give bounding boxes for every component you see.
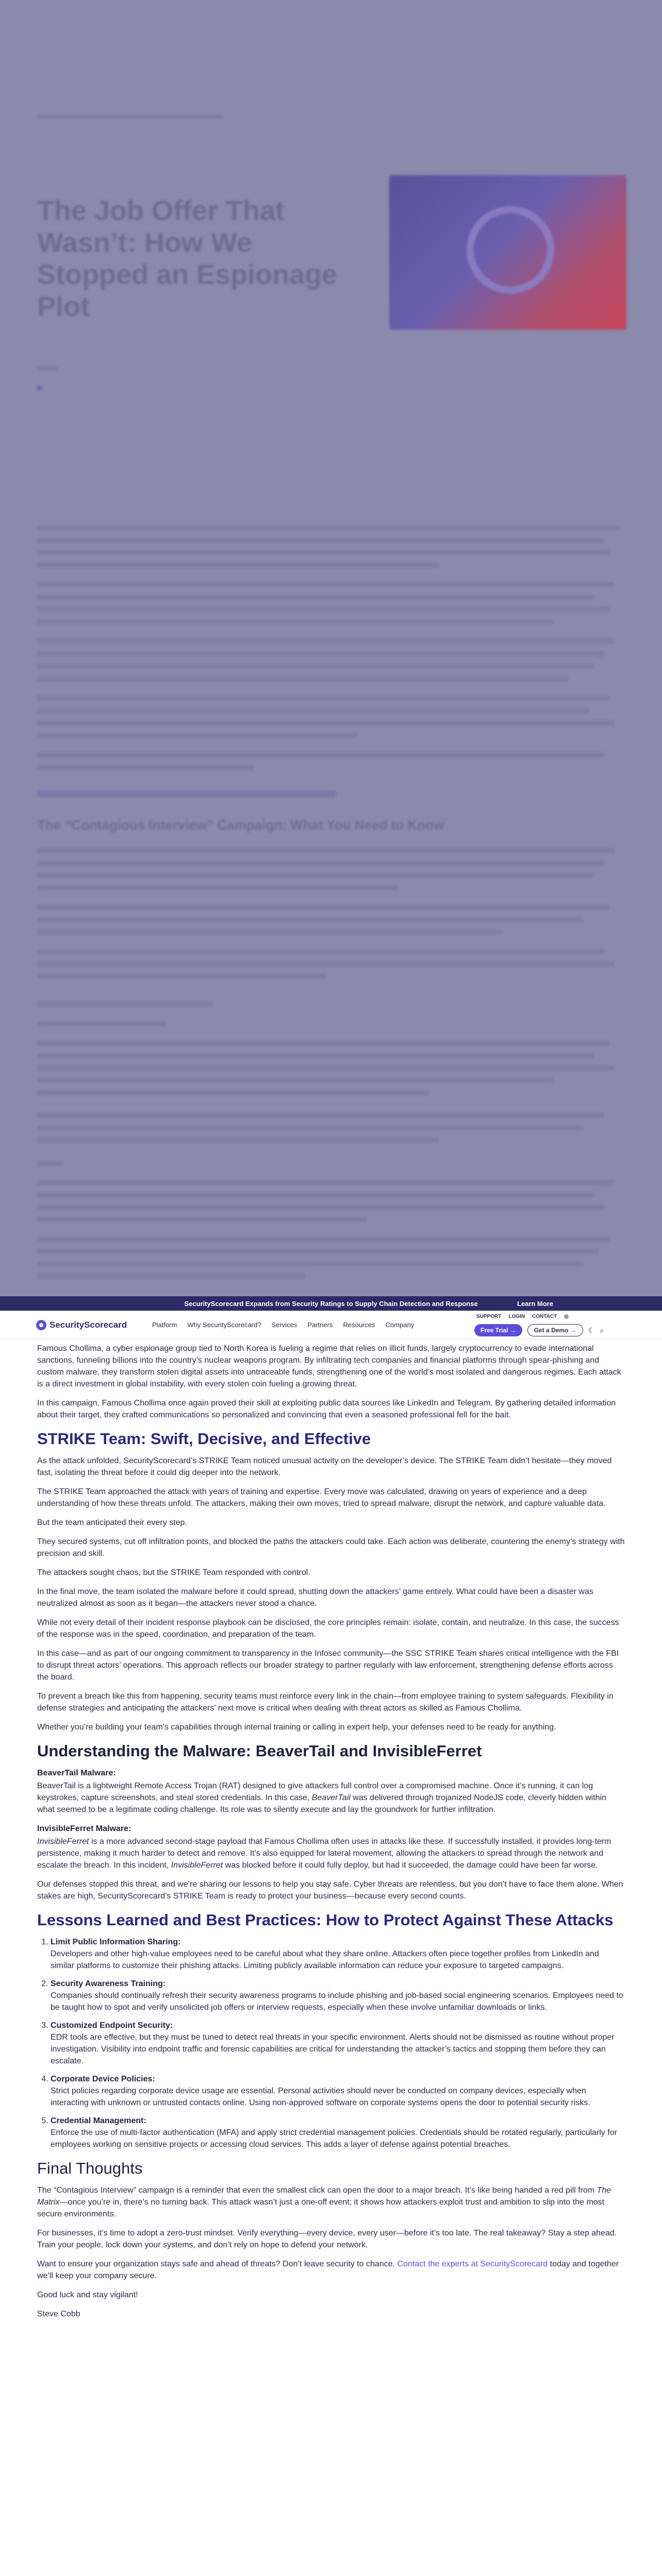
list-item-title: 5. Credential Management: bbox=[51, 2116, 146, 2125]
nav-why[interactable]: Why SecurityScorecard? bbox=[187, 1321, 261, 1329]
text-placeholder bbox=[37, 1180, 615, 1185]
paragraph: As the attack unfolded, SecurityScorecard’s STRIKE Team noticed unusual activity on the developer’s device. The STRIKE Team didn’t hesitate—they moved fast, isolating the threat before it could dig deeper into the network. bbox=[37, 1456, 612, 1477]
text-placeholder bbox=[37, 1249, 599, 1254]
breadcrumb-placeholder bbox=[37, 114, 223, 118]
text-placeholder bbox=[37, 582, 615, 587]
text-placeholder bbox=[37, 765, 254, 770]
list-item bbox=[51, 2020, 625, 2067]
text-placeholder bbox=[37, 538, 604, 543]
paragraph bbox=[37, 1836, 625, 1871]
text-placeholder bbox=[37, 1021, 166, 1026]
nav-resources[interactable]: Resources bbox=[343, 1321, 375, 1329]
text-placeholder bbox=[37, 1002, 212, 1007]
text-span: was delivered through trojanized NodeJS code, cleverly hidden within what seemed to be a legitimate coding challenge. Its role was to silently execute and lay the groundwork for further infiltration. bbox=[37, 1793, 607, 1814]
text-placeholder bbox=[37, 1065, 615, 1071]
paragraph bbox=[37, 1780, 625, 1816]
text-placeholder bbox=[37, 885, 398, 890]
text-placeholder bbox=[37, 929, 501, 935]
text-placeholder bbox=[37, 1078, 553, 1083]
emphasis: The Matrix bbox=[37, 2186, 611, 2207]
text-placeholder bbox=[37, 1125, 584, 1130]
hero-image bbox=[389, 175, 626, 330]
text-placeholder bbox=[37, 676, 568, 681]
paragraph: For businesses, it’s time to adopt a zero-trust mindset. Verify everything—every device, every user—before it’s too late. The real takeaway? Stay a step ahead. Train your people, lock down your systems, and don’t rely on hope to defend your network. bbox=[37, 2229, 617, 2249]
section-heading: The “Contagious Interview” Campaign: What You Need to Know bbox=[37, 817, 444, 833]
text-placeholder bbox=[37, 639, 615, 644]
invisibleferret-label: InvisibleFerret Malware: bbox=[37, 1824, 131, 1833]
free-trial-button[interactable]: Free Trial → bbox=[474, 1324, 522, 1336]
list-item bbox=[51, 1978, 625, 2013]
text-placeholder bbox=[37, 961, 615, 967]
paragraph: The STRIKE Team approached the attack with years of training and expertise. Every move was calculated, drawing on years of experience and a deep understanding of how these threats unfold. The attackers, making their own moves, tried to spread malware, disrupt the network, and capture valuable data. bbox=[37, 1487, 606, 1508]
list-item-title: 2. Security Awareness Training: bbox=[51, 1979, 166, 1988]
signoff: Good luck and stay vigilant! bbox=[37, 2291, 138, 2299]
moon-icon[interactable]: ☾ bbox=[588, 1326, 595, 1334]
text-placeholder bbox=[37, 917, 584, 922]
text-placeholder bbox=[37, 1161, 63, 1166]
text-placeholder bbox=[37, 1192, 594, 1197]
text-placeholder bbox=[37, 1274, 305, 1279]
lessons-list bbox=[37, 1936, 625, 2150]
paragraph: They secured systems, cut off infiltration points, and blocked the paths the attackers could take. Each action was deliberate, countering the enemy’s strategy with precision and skill. bbox=[37, 1537, 625, 1558]
text-placeholder bbox=[37, 664, 594, 669]
logo-icon bbox=[36, 1320, 46, 1330]
text-placeholder bbox=[37, 1205, 604, 1210]
text-placeholder bbox=[37, 619, 553, 624]
list-item-text: Developers and other high-value employees need to be careful about what they share online. Attackers often piece together profiles from LinkedIn and similar platforms to customize their phishing attacks. Limiting publicly available information can reduce your exposure to targeted campaigns. bbox=[51, 1950, 599, 1970]
list-item-text: Companies should continually refresh their security awareness programs to include phishing and job-based social engineering scenarios. Employees need to be taught how to spot and verify unsolicited job offers or interview requests, especially when these involve unfamiliar downloads or links. bbox=[51, 1991, 623, 2012]
share-icon bbox=[37, 385, 42, 391]
announcement-text: SecurityScorecard Expands from Security Ratings to Supply Chain Detection and Response bbox=[184, 1299, 478, 1308]
logo-text: SecurityScorecard bbox=[49, 1320, 127, 1330]
paragraph bbox=[37, 2184, 625, 2220]
emphasis: BeaverTail bbox=[311, 1793, 351, 1802]
beavertail-label: BeaverTail Malware: bbox=[37, 1769, 116, 1777]
heading-final-thoughts: Final Thoughts bbox=[37, 2159, 143, 2177]
text-placeholder bbox=[37, 848, 615, 853]
text-placeholder bbox=[37, 974, 326, 979]
logo[interactable] bbox=[36, 1320, 127, 1330]
text-placeholder bbox=[37, 1090, 429, 1095]
text-placeholder bbox=[37, 860, 604, 866]
text-placeholder bbox=[37, 720, 615, 725]
inline-link-placeholder bbox=[37, 790, 336, 798]
text-placeholder bbox=[37, 607, 609, 612]
text-placeholder bbox=[37, 1053, 594, 1058]
list-item-title: 4. Corporate Device Policies: bbox=[51, 2075, 155, 2083]
paragraph: Our defenses stopped this threat, and we’re sharing our lessons to help you stay safe. Cyber threats are relentless, but you don’t have to face them alone. When stakes are high, SecurityScorecard’s STRIKE Team is ready to protect your business—because every second counts. bbox=[37, 1880, 623, 1901]
text-span: BeaverTail is a lightweight Remote Access Trojan (RAT) designed to give attackers full control over a compromised machine. Once it’s running, it can log keystrokes, capture screenshots, and steal stored credentials. In this case, bbox=[37, 1782, 593, 1802]
text-span: —once you’re in, there’s no turning back. This attack wasn’t just a one-off event; it shows how attackers exploit trust and ambition to slip into the most secure environments. bbox=[37, 2198, 605, 2218]
list-item bbox=[51, 2073, 625, 2109]
article-body bbox=[37, 1343, 625, 2327]
author-placeholder bbox=[37, 367, 58, 371]
text-span: Want to ensure your organization stays safe and ahead of threats? Don’t leave security to chance. bbox=[37, 2260, 395, 2268]
text-placeholder bbox=[37, 651, 604, 656]
text-placeholder bbox=[37, 550, 609, 555]
text-placeholder bbox=[37, 696, 609, 701]
text-placeholder bbox=[37, 1113, 604, 1118]
nav-services[interactable]: Services bbox=[271, 1321, 297, 1329]
nav-partners[interactable]: Partners bbox=[307, 1321, 333, 1329]
text-span: is a more advanced second-stage payload that Famous Chollima often uses in attacks like these. If successfully installed, it provides long-term persistence, making it much harder to detect and remove. It’s also equipped for lateral movement, allowing the attackers to spread through the network and escalate the breach. In this incident, bbox=[37, 1837, 611, 1870]
text-placeholder bbox=[37, 1138, 439, 1143]
text-placeholder bbox=[37, 873, 594, 878]
free-trial-label: Free Trial bbox=[481, 1327, 508, 1334]
list-item-text: Strict policies regarding corporate device usage are essential. Personal activities should never be conducted on company devices, especially when interacting with unknown or untrusted contacts online. Using non-approved software on corporate systems opens the door to potential security risks. bbox=[51, 2087, 590, 2107]
text-placeholder bbox=[37, 1236, 609, 1242]
list-item-text: EDR tools are effective, but they must be tuned to detect real threats in your specific environment. Alerts should not be dismissed as routine without proper investigation. Visibility into endpoint traffic and forensic capabilities are critical for understanding the attacker’s tactics and stopping them before they can escalate. bbox=[51, 2033, 615, 2065]
text-placeholder bbox=[37, 733, 357, 738]
text-placeholder bbox=[37, 949, 604, 954]
heading-lessons: Lessons Learned and Best Practices: How to Protect Against These Attacks bbox=[37, 1911, 614, 1929]
language-icon[interactable]: ◎ bbox=[564, 1314, 569, 1319]
announcement-bar bbox=[0, 1296, 662, 1311]
heading-malware: Understanding the Malware: BeaverTail and InvisibleFerret bbox=[37, 1742, 482, 1760]
paragraph: In the final move, the team isolated the malware before it could spread, shutting down the attackers’ game entirely. What could have been a disaster was neutralized almost as soon as it began—the attackers never stood a chance. bbox=[37, 1587, 593, 1608]
text-span: was blocked before it could fully deploy, but had it succeeded, the damage could have been far worse. bbox=[225, 1861, 598, 1870]
paragraph: In this campaign, Famous Chollima once again proved their skill at exploiting public data sources like LinkedIn and Telegram. By gathering detailed information about their target, they crafted communications so personalized and convincing that even a seasoned professional fell for the bait. bbox=[37, 1399, 616, 1419]
nav-company[interactable]: Company bbox=[385, 1321, 415, 1329]
utility-links bbox=[476, 1314, 569, 1319]
nav-platform[interactable]: Platform bbox=[152, 1321, 177, 1329]
support-link[interactable]: SUPPORT bbox=[476, 1314, 502, 1319]
get-demo-button[interactable]: Get a Demo → bbox=[527, 1324, 583, 1336]
main-nav bbox=[0, 1311, 662, 1340]
text-span: today and together we’ll keep your company secure. bbox=[37, 2260, 619, 2280]
get-demo-label: Get a Demo bbox=[534, 1327, 569, 1334]
article-title: The Job Offer That Wasn’t: How We Stopped an Espionage Plot bbox=[37, 195, 338, 322]
heading-strike-team: STRIKE Team: Swift, Decisive, and Effective bbox=[37, 1430, 371, 1448]
paragraph: While not every detail of their incident response playbook can be disclosed, the core principles remain: isolate, contain, and neutralize. In this case, the success of the response was in the speed, coordination, and preparation of the team. bbox=[37, 1618, 619, 1639]
nav-actions bbox=[474, 1324, 604, 1336]
emphasis: InvisibleFerret bbox=[37, 1837, 89, 1846]
list-item-text: Enforce the use of multi-factor authentication (MFA) and apply strict credential management policies. Credentials should be rotated regularly, particularly for employees working on sensitive projects or accessing cloud services. This adds a layer of defense against potential breaches. bbox=[51, 2128, 617, 2149]
text-span: The “Contagious Interview” campaign is a reminder that even the smallest click can open the door to a major breach. It’s like being handed a red pill from bbox=[37, 2186, 595, 2195]
text-placeholder bbox=[37, 905, 609, 910]
text-placeholder bbox=[37, 1217, 367, 1222]
text-placeholder bbox=[37, 526, 620, 531]
text-placeholder bbox=[37, 752, 604, 757]
text-placeholder bbox=[37, 563, 439, 568]
contact-link[interactable]: CONTACT bbox=[532, 1314, 557, 1319]
login-link[interactable]: LOGIN bbox=[508, 1314, 525, 1319]
text-placeholder bbox=[37, 1261, 584, 1266]
search-icon[interactable]: ⌕ bbox=[600, 1326, 604, 1334]
learn-more-link[interactable]: Learn More bbox=[517, 1299, 554, 1308]
paragraph bbox=[37, 2258, 625, 2282]
nav-links bbox=[152, 1321, 414, 1329]
paragraph: In this case—and as part of our ongoing commitment to transparency in the Infosec community—the SSC STRIKE Team shares critical intelligence with the FBI to disrupt threat actors’ operations. This approach reflects our broader strategy to partner regularly with law enforcement, strengthening defense efforts across the board. bbox=[37, 1649, 619, 1682]
list-item-title: 1. Limit Public Information Sharing: bbox=[51, 1938, 181, 1946]
author-name: Steve Cobb bbox=[37, 2310, 80, 2318]
text-placeholder bbox=[37, 708, 589, 713]
list-item-title: 3. Customized Endpoint Security: bbox=[51, 2021, 173, 2030]
paragraph: The attackers sought chaos, but the STRIKE Team responded with control. bbox=[37, 1568, 310, 1577]
list-item bbox=[51, 2115, 625, 2150]
contact-experts-link[interactable]: Contact the experts at SecurityScorecard bbox=[397, 2260, 548, 2268]
paragraph: To prevent a breach like this from happening, security teams must reinforce every link in the chain—from employee training to system safeguards. Flexibility in defense strategies and anticipating the attackers’ next move is critical when dealing with threat actors as skilled as Famous Chollima. bbox=[37, 1692, 614, 1713]
paragraph: Whether you’re building your team’s capabilities through internal training or calling in expert help, your defenses need to be ready for anything. bbox=[37, 1723, 556, 1732]
text-placeholder bbox=[37, 1041, 609, 1046]
paragraph: But the team anticipated their every step. bbox=[37, 1518, 187, 1527]
paragraph: Famous Chollima, a cyber espionage group tied to North Korea is fueling a regime that relies on illicit funds, largely cryptocurrency to evade international sanctions, funneling billions into the country’s nuclear weapons program. By infiltrating tech companies and financial platforms through spear-phishing and custom malware, they transform stolen digital assets into untraceable funds, strengthening one of the world’s most isolated and dangerous regimes. Each attack is a direct investment in global instability, with every stolen coin fueling a growing threat. bbox=[37, 1344, 621, 1388]
list-item bbox=[51, 1936, 625, 1972]
text-placeholder bbox=[37, 595, 594, 600]
emphasis: InvisibleFerret bbox=[171, 1861, 223, 1870]
